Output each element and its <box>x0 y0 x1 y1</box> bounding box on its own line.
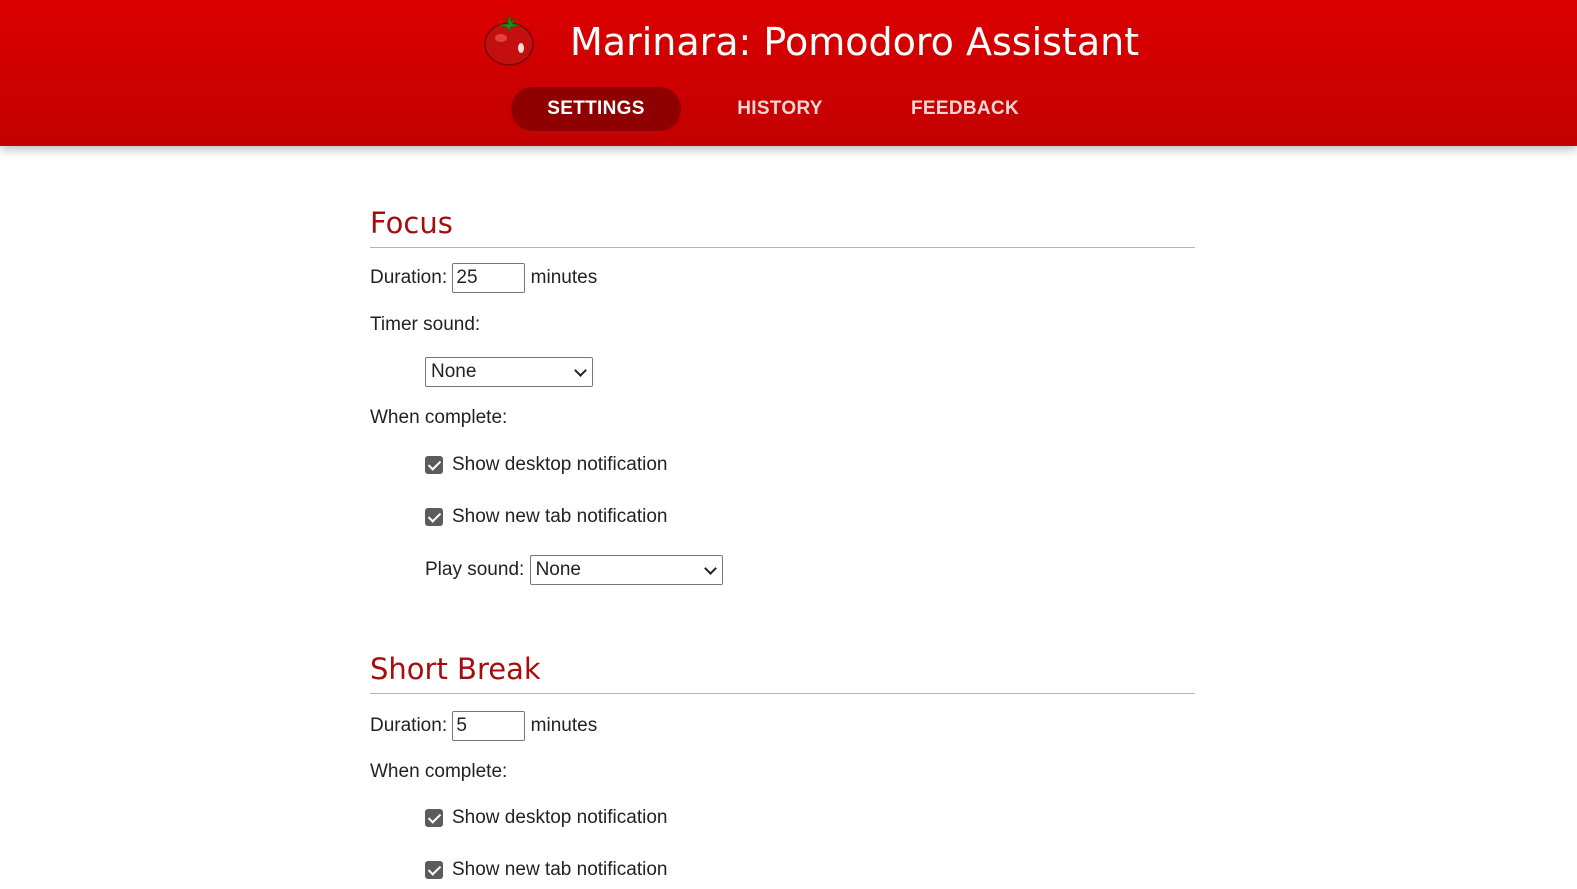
chevron-down-icon <box>704 562 717 575</box>
short-break-minutes-label: minutes <box>530 715 598 736</box>
focus-desktop-notification-row[interactable] <box>425 450 667 480</box>
tab-settings[interactable]: SETTINGS <box>511 87 681 131</box>
focus-timer-sound-label: Timer sound: <box>370 314 481 335</box>
short-break-duration-row <box>370 711 597 741</box>
app-header <box>0 0 1577 146</box>
focus-desktop-notification-label: Show desktop notification <box>452 454 668 475</box>
chevron-down-icon <box>574 364 587 377</box>
short-break-desktop-notification-label: Show desktop notification <box>452 807 668 828</box>
focus-when-complete-label: When complete: <box>370 407 508 428</box>
focus-new-tab-notification-row[interactable] <box>425 502 667 532</box>
tab-feedback[interactable]: FEEDBACK <box>911 98 1019 119</box>
focus-play-sound-value: None <box>535 559 581 580</box>
focus-timer-sound-row <box>425 357 593 387</box>
focus-minutes-label: minutes <box>530 267 598 288</box>
focus-play-sound-row <box>425 555 723 585</box>
focus-section-title: Focus <box>370 205 1195 248</box>
focus-duration-row <box>370 263 597 293</box>
focus-play-sound-select[interactable] <box>530 555 723 585</box>
short-break-desktop-notification-checkbox[interactable] <box>425 809 443 827</box>
short-break-duration-input[interactable] <box>452 711 525 741</box>
short-break-new-tab-notification-label: Show new tab notification <box>452 859 668 880</box>
short-break-new-tab-notification-checkbox[interactable] <box>425 861 443 879</box>
short-break-desktop-notification-row[interactable] <box>425 803 667 833</box>
focus-new-tab-notification-checkbox[interactable] <box>425 508 443 526</box>
focus-duration-label: Duration: <box>370 267 448 288</box>
short-break-when-complete-label: When complete: <box>370 761 508 782</box>
focus-new-tab-notification-label: Show new tab notification <box>452 506 668 527</box>
focus-timer-sound-value: None <box>431 361 477 382</box>
short-break-new-tab-notification-row[interactable] <box>425 855 667 885</box>
short-break-section-title: Short Break <box>370 651 1195 694</box>
tomato-icon <box>482 12 538 68</box>
focus-play-sound-label: Play sound: <box>425 559 525 580</box>
tab-history[interactable]: HISTORY <box>737 98 823 119</box>
short-break-duration-label: Duration: <box>370 715 448 736</box>
focus-desktop-notification-checkbox[interactable] <box>425 456 443 474</box>
focus-duration-input[interactable] <box>452 263 525 293</box>
focus-timer-sound-select[interactable] <box>425 357 593 387</box>
app-title: Marinara: Pomodoro Assistant <box>570 20 1140 64</box>
